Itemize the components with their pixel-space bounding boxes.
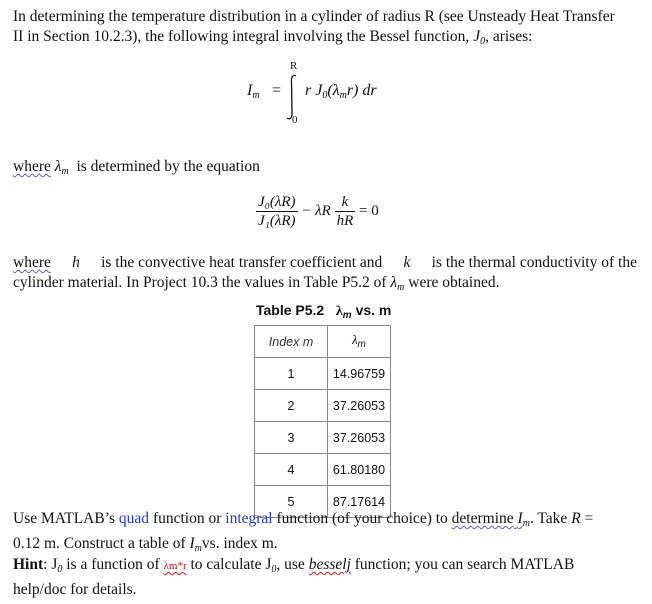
where-h-line-1 [13,253,637,273]
task-text-e: . Take [529,510,568,527]
where-lambda-line [13,157,637,182]
integral-function-name: integral [225,510,273,527]
hint-text-d: , use [276,556,305,573]
table-header-row [255,326,391,358]
determine-word: determine [451,510,514,527]
where-lambda-rest: is determined by the equation [76,158,260,175]
lambda-subscript: m [61,166,69,177]
integral-upper-limit: R [290,60,298,72]
h-symbol: h [72,254,80,271]
where-h-line2b: were obtained. [408,274,500,291]
bessel-ratio-denominator: J₁(λR) [258,213,296,229]
task-I-symbol: I [517,510,523,527]
lambda-table [254,325,391,518]
integral-equals: = [272,82,282,99]
hint-line-2: help/doc for details. [13,581,137,598]
table-title-vs: vs. m [355,302,392,318]
integrand-arg-subscript: m [339,90,347,101]
k-numerator: k [335,193,356,212]
hint-text-b: is a function of [66,556,160,573]
besselj-function-name: besselj [308,556,351,573]
task-paragraph [13,509,637,559]
task-text-c: function (of your choice) to [276,510,448,527]
intro-line-2 [13,27,637,52]
hint-text-e: function; you can search MATLAB [354,556,575,573]
cell-value: 37.26053 [328,390,391,422]
where-h-line2a: cylinder material. In Project 10.3 the values in Table P5.2 of [13,274,387,291]
where-h-paragraph [13,253,637,298]
cell-value: 61.80180 [328,454,391,486]
table-title [256,302,391,321]
integrand-body: r J [305,82,323,99]
cell-index: 4 [255,454,328,486]
lambda-symbol-2: λ [390,274,398,291]
k-symbol: k [403,254,411,271]
intro-line-2-end: , arises: [485,28,533,45]
hint-red-expression [164,560,187,572]
task-text-b: function or [152,510,222,527]
task-I-subscript: m [522,518,530,529]
quad-function-name: quad [118,510,150,527]
task-line2-a: 0.12 m. Construct a table of [13,535,186,552]
task-I2-subscript: m [194,543,202,554]
table-row [255,454,391,486]
where-h-mid2: is the thermal conductivity of the [431,254,637,271]
where-h-mid1: is the convective heat transfer coefficient and [101,254,383,271]
header-lambda [328,326,391,358]
integrand [305,82,377,101]
integral-lhs-symbol: I [247,82,253,99]
hint-j0-subscript: 0 [57,564,63,575]
task-I2-symbol: I [189,535,195,552]
hint-text-c: to calculate J [190,556,272,573]
hint-j0-subscript-2: 0 [271,564,277,575]
table-row [255,422,391,454]
hr-denominator: hR [336,213,354,229]
integrand-subscript: 0 [322,90,328,101]
bessel-ratio-numerator: J₀(λR) [258,194,296,210]
table-title-label: Table P5.2 [256,302,325,318]
integrand-arg-open: (λ [327,82,340,99]
hint-line-1 [13,555,637,580]
integral-lhs [247,82,260,101]
hint-label: Hint [13,556,44,573]
lambda-subscript-2: m [397,282,405,293]
table-row [255,358,391,390]
bessel-ratio-fraction [256,193,298,230]
task-text-f: = [584,510,594,527]
task-line-1 [13,509,637,534]
cell-index: 2 [255,390,328,422]
equation-rhs: = 0 [358,203,379,219]
where-h-line-2 [13,273,637,298]
cell-index: 5 [255,486,328,518]
cell-value: 37.26053 [328,422,391,454]
integral-lhs-subscript: m [252,90,260,101]
hint-red-lambda: λm [163,560,178,572]
bessel-j-subscript: 0 [480,36,486,47]
cell-value: 87.17614 [328,486,391,518]
cell-index: 1 [255,358,328,390]
hint-red-r: *r [177,560,187,572]
determine-phrase [452,510,530,527]
table-row [255,390,391,422]
bessel-j-symbol: J [473,28,481,45]
header-index: Index m [255,326,328,358]
intro-line-1: In determining the temperature distribution in a cylinder of radius R (see Unsteady Heat Transfer [13,8,615,25]
task-line2-b: vs. index m. [201,535,278,552]
intro-line-2-text: II in Section 10.2.3), the following integral involving the Bessel function, [13,28,474,45]
integrand-arg-close: r) dr [346,82,377,99]
where-word: where [13,158,51,175]
table-title-lambda: λ [335,304,343,319]
bessel-equation [256,193,379,230]
where-h-word: where [13,254,51,271]
task-text-a: Use MATLAB’s [13,510,116,527]
cell-value: 14.96759 [328,358,391,390]
intro-paragraph [13,7,637,52]
integral-lower-limit: 0 [292,114,298,126]
hint-paragraph [13,555,637,600]
task-R-symbol: R [571,510,581,527]
equation-middle-term: − λR [301,203,331,219]
cell-index: 3 [255,422,328,454]
header-lambda-symbol: λ [352,333,358,347]
k-over-hr-fraction [335,193,356,230]
hint-text-a: : J [43,556,58,573]
lambda-symbol: λ [54,158,62,175]
table-title-subscript: m [342,310,352,321]
header-lambda-subscript: m [357,339,366,350]
